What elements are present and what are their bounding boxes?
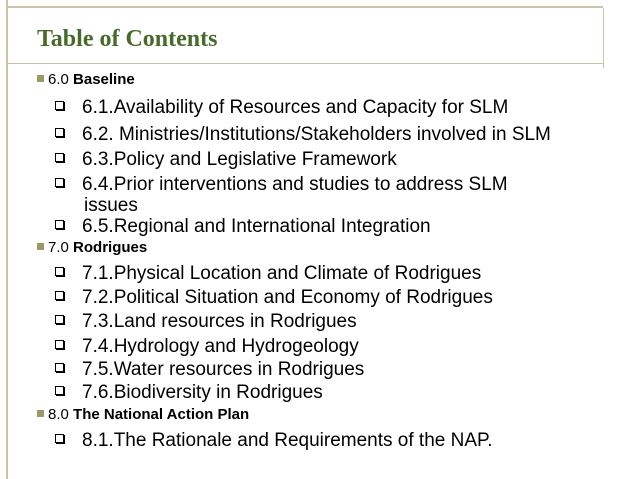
frame-left-rule — [6, 0, 8, 479]
checkbox-bullet-icon — [55, 267, 64, 276]
section-heading-7 — [37, 239, 147, 257]
checkbox-bullet-icon — [55, 128, 64, 137]
list-item — [55, 336, 359, 357]
list-item — [55, 311, 357, 332]
list-item-text: 6.1.Availability of Resources and Capacity for SLM — [82, 97, 509, 118]
list-item-text: 6.4.Prior interventions and studies to address SLM — [82, 174, 508, 195]
checkbox-bullet-icon — [55, 178, 64, 187]
section-number: 6.0 — [48, 71, 69, 88]
checkbox-bullet-icon — [55, 101, 64, 110]
list-item-text: 7.1.Physical Location and Climate of Rodrigues — [82, 263, 482, 284]
list-item — [55, 359, 364, 380]
section-title: Baseline — [73, 71, 135, 88]
list-item-text: 7.6.Biodiversity in Rodrigues — [82, 382, 323, 403]
checkbox-bullet-icon — [55, 315, 64, 324]
list-item — [55, 174, 508, 216]
checkbox-bullet-icon — [55, 220, 64, 229]
list-item — [55, 124, 551, 145]
title-rule — [8, 63, 604, 64]
checkbox-bullet-icon — [55, 434, 64, 443]
section-number: 7.0 — [48, 239, 69, 256]
list-item-text: 6.3.Policy and Legislative Framework — [82, 149, 397, 170]
list-item-text-continuation: issues — [84, 195, 138, 216]
frame-right-rule — [603, 8, 604, 68]
list-item — [55, 97, 508, 118]
list-item — [55, 287, 493, 308]
list-item-text: 7.2.Political Situation and Economy of Rodrigues — [82, 287, 493, 308]
section-title: The National Action Plan — [73, 406, 250, 423]
square-bullet-icon — [37, 75, 44, 82]
checkbox-bullet-icon — [55, 291, 64, 300]
square-bullet-icon — [37, 410, 44, 417]
list-item — [55, 382, 323, 403]
list-item — [55, 263, 481, 284]
section-heading-8 — [37, 406, 249, 424]
list-item-text: 8.1.The Rationale and Requirements of the NAP. — [82, 430, 493, 451]
list-item-text: 6.5.Regional and International Integration — [82, 216, 431, 237]
section-number: 8.0 — [48, 406, 69, 423]
section-title: Rodrigues — [73, 239, 148, 256]
list-item-text: 6.2. Ministries/Institutions/Stakeholders involved in SLM — [82, 124, 551, 145]
checkbox-bullet-icon — [55, 363, 64, 372]
list-item — [55, 216, 431, 237]
page-title: Table of Contents — [37, 26, 218, 52]
section-heading-6 — [37, 71, 135, 89]
list-item-text: 7.3.Land resources in Rodrigues — [82, 311, 357, 332]
checkbox-bullet-icon — [55, 386, 64, 395]
frame-top-rule — [8, 6, 603, 8]
list-item — [55, 149, 397, 170]
square-bullet-icon — [37, 243, 44, 250]
list-item — [55, 430, 493, 451]
checkbox-bullet-icon — [55, 340, 64, 349]
checkbox-bullet-icon — [55, 153, 64, 162]
list-item-text: 7.4.Hydrology and Hydrogeology — [82, 336, 359, 357]
list-item-text: 7.5.Water resources in Rodrigues — [82, 359, 365, 380]
